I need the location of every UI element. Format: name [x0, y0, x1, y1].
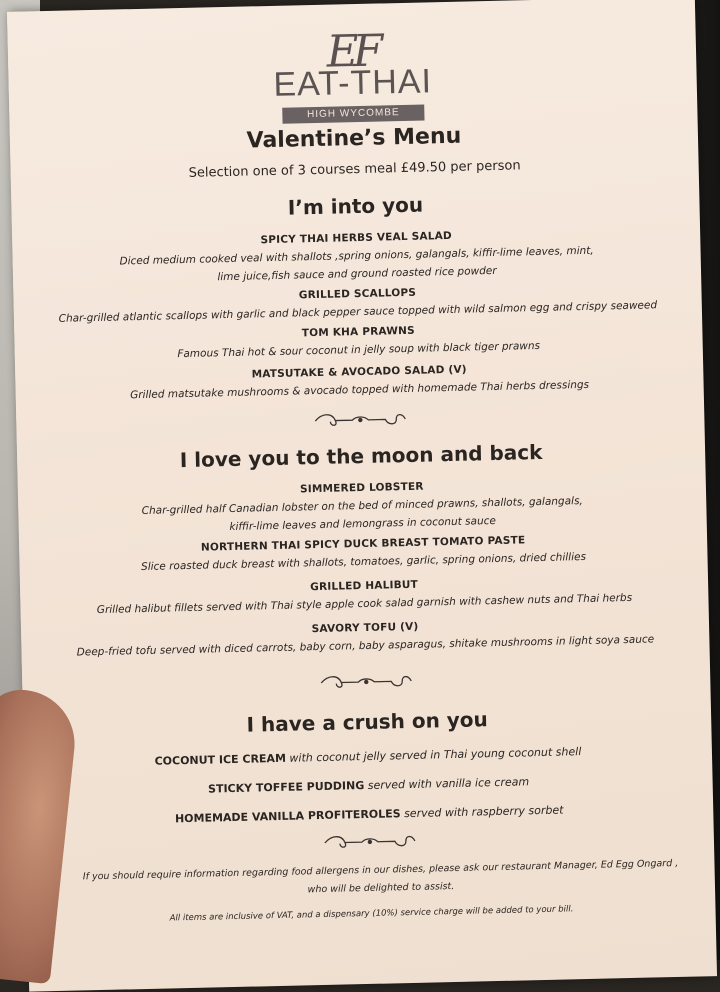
ornament-divider: [320, 831, 420, 853]
menu-paper: [7, 0, 717, 992]
item-description: Char-grilled half Canadian lobster on the bed of minced prawns, shallots, galangals,: [141, 494, 583, 518]
allergen-notice: If you should require information regarding food allergens in our dishes, please ask our restaurant Manager, Ed Egg Ongard , who will be delighted to assist.: [82, 857, 679, 896]
menu-title: Valentine’s Menu: [246, 123, 462, 154]
item-description: kiffir-lime leaves and lemongrass in coconut sauce: [229, 514, 497, 534]
section-heading-mains: I love you to the moon and back: [179, 439, 543, 473]
restaurant-logo: [7, 18, 697, 126]
menu-subtitle: Selection one of 3 courses meal £49.50 per person: [188, 158, 521, 181]
dessert-description: served with vanilla ice cream: [364, 775, 530, 793]
logo-monogram: EF: [326, 25, 378, 78]
logo-location-band: HIGH WYCOMBE: [282, 104, 424, 123]
item-description: Slice roasted duck breast with shallots, tomatoes, garlic, spring onions, dried chillies: [140, 550, 587, 574]
item-name: GRILLED HALIBUT: [310, 578, 419, 594]
dessert-description: with coconut jelly served in Thai young coconut shell: [285, 745, 582, 765]
item-name: MATSUTAKE & AVOCADO SALAD (V): [251, 363, 467, 381]
ornament-divider: [316, 671, 416, 693]
item-name: SIMMERED LOBSTER: [299, 480, 424, 496]
logo-name: EAT-THAI: [273, 62, 433, 104]
ornament-divider: [310, 409, 410, 431]
item-name: NORTHERN THAI SPICY DUCK BREAST TOMATO PASTE: [200, 534, 526, 554]
item-description: Deep-fried tofu served with diced carrots, baby corn, baby asparagus, shitake mushrooms in light soya sauce: [76, 633, 655, 659]
item-description: Char-grilled atlantic scallops with garlic and black pepper sauce topped with wild salmon egg and crispy seaweed: [58, 299, 658, 325]
dessert-item: [25, 771, 713, 800]
item-name: SPICY THAI HERBS VEAL SALAD: [260, 229, 453, 247]
item-name: TOM KHA PRAWNS: [301, 324, 415, 340]
item-description: Diced medium cooked veal with shallots ,spring onions, galangals, kiffir-lime leaves, mint,: [119, 244, 594, 268]
dessert-item: [25, 800, 713, 829]
item-description: lime juice,fish sauce and ground roasted rice powder: [217, 264, 497, 284]
section-heading-desserts: I have a crush on you: [246, 707, 489, 737]
item-name: GRILLED SCALLOPS: [298, 286, 417, 302]
dessert-name: HOMEMADE VANILLA PROFITEROLES: [174, 807, 401, 826]
dessert-name: STICKY TOFFEE PUDDING: [207, 779, 365, 796]
item-description: Grilled matsutake mushrooms & avocado topped with homemade Thai herbs dressings: [130, 378, 590, 402]
item-description: Famous Thai hot & sour coconut in jelly soup with black tiger prawns: [177, 339, 541, 361]
section-heading-starters: I’m into you: [287, 192, 424, 220]
dessert-name: COCONUT ICE CREAM: [154, 751, 287, 768]
dessert-item: [24, 742, 712, 771]
vat-notice: All items are inclusive of VAT, and a dispensary (10%) service charge will be added to your bill.: [169, 904, 574, 924]
item-description: Grilled halibut fillets served with Thai style apple cook salad garnish with cashew nuts and Thai herbs: [96, 591, 633, 617]
dessert-description: served with raspberry sorbet: [400, 803, 564, 821]
item-name: SAVORY TOFU (V): [311, 620, 419, 636]
